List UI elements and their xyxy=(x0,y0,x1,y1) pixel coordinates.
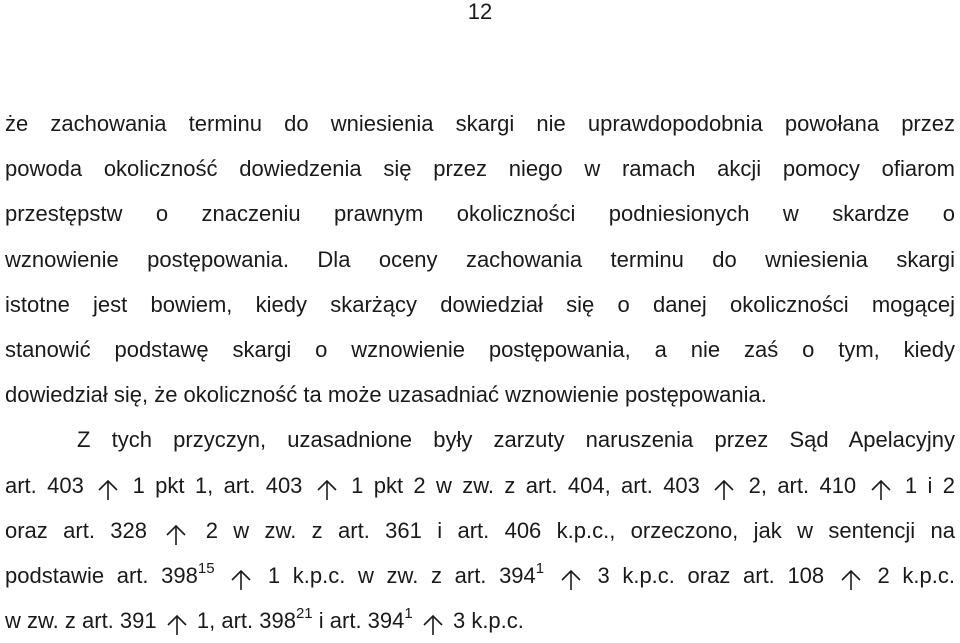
section-sign-icon xyxy=(420,611,446,637)
text-segment: art. 403 xyxy=(5,472,84,498)
superscript: 1 xyxy=(404,604,413,622)
text-segment: 1 pkt 1, art. 403 xyxy=(132,472,303,498)
text-fragment: 1, art. 398 xyxy=(196,608,296,634)
text-segment xyxy=(196,604,313,634)
text-segment: oraz art. 328 xyxy=(5,517,147,543)
paragraph-1 xyxy=(5,101,955,417)
text-segment xyxy=(318,604,413,634)
paragraph-2 xyxy=(5,417,955,643)
text-line xyxy=(5,463,955,508)
text-segment: 1 pkt 2 w zw. z art. 404, art. 403 xyxy=(351,472,700,498)
section-sign-icon xyxy=(838,566,864,592)
superscript: 1 xyxy=(535,559,545,577)
text-line: stanowić podstawę skargi o wznowienie postępowania, a nie zaś o tym, kiedy xyxy=(5,336,955,362)
text-line: dowiedział się, że okoliczność ta może uzasadniać wznowienie postępowania. xyxy=(5,382,767,408)
text-fragment: podstawie art. 398 xyxy=(5,562,198,588)
document-body xyxy=(5,101,955,643)
text-segment: w zw. z art. 391 xyxy=(5,608,157,634)
text-line: że zachowania terminu do wniesienia skargi nie uprawdopodobnia powołana przez xyxy=(5,111,955,136)
text-segment: 3 k.p.c. xyxy=(452,608,524,634)
text-line xyxy=(5,598,955,643)
section-sign-icon xyxy=(163,521,189,547)
text-segment xyxy=(267,559,545,588)
page-number: 12 xyxy=(467,0,493,24)
text-segment: 2 k.p.c. xyxy=(877,562,955,588)
text-segment: 2 w zw. z art. 361 i art. 406 k.p.c., orzeczono, jak w sentencji na xyxy=(205,517,956,543)
text-line: powoda okoliczność dowiedzenia się przez niego w ramach akcji pomocy ofiarom xyxy=(5,156,955,182)
section-sign-icon xyxy=(868,476,894,502)
section-sign-icon xyxy=(314,476,340,502)
text-segment: 2, art. 410 xyxy=(748,472,857,498)
text-line: Z tych przyczyn, uzasadnione były zarzuty naruszenia przez Sąd Apelacyjny xyxy=(77,427,955,453)
section-sign-icon xyxy=(228,566,254,592)
text-line: wznowienie postępowania. Dla oceny zachowania terminu do wniesienia skargi xyxy=(5,246,955,272)
text-line: przestępstw o znaczeniu prawnym okoliczności podniesionych w skardze o xyxy=(5,201,955,227)
text-line: istotne jest bowiem, kiedy skarżący dowiedział się o danej okoliczności mogącej xyxy=(5,291,955,317)
text-segment xyxy=(5,559,215,588)
text-line xyxy=(5,553,955,598)
section-sign-icon xyxy=(711,476,737,502)
text-segment: 3 k.p.c. oraz art. 108 xyxy=(597,562,825,588)
text-segment: 1 i 2 xyxy=(904,472,955,498)
section-sign-icon xyxy=(95,476,121,502)
section-sign-icon xyxy=(164,611,190,637)
section-sign-icon xyxy=(558,566,584,592)
text-fragment: 1 k.p.c. w zw. z art. 394 xyxy=(267,562,536,588)
superscript: 15 xyxy=(197,559,215,577)
text-fragment: i art. 394 xyxy=(318,608,405,634)
superscript: 21 xyxy=(295,604,313,622)
text-line xyxy=(5,508,955,553)
